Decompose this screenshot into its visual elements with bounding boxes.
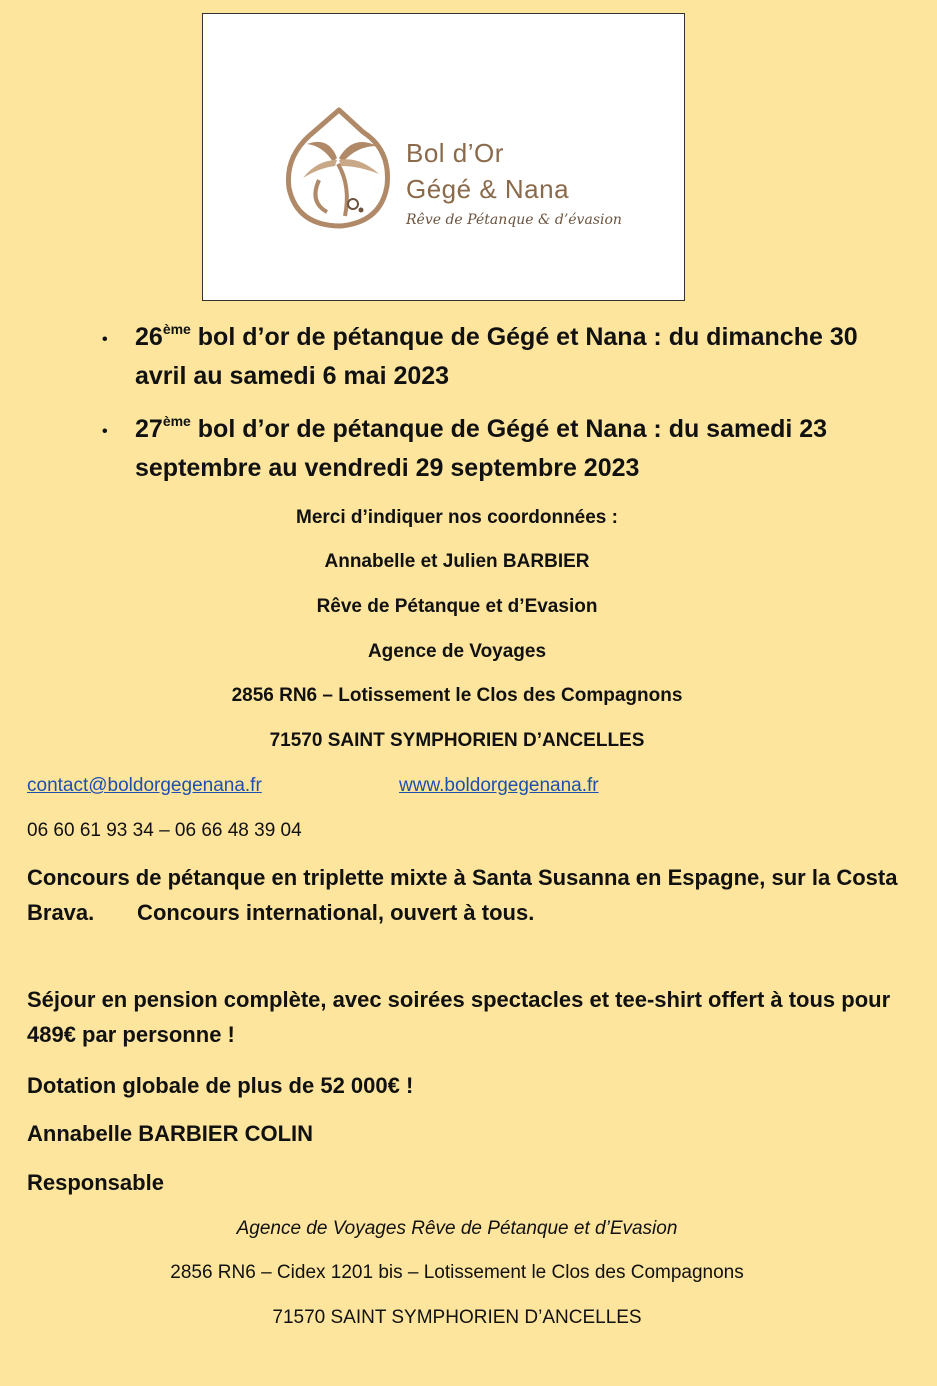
footer-city: 71570 SAINT SYMPHORIEN D’ANCELLES (272, 1307, 642, 1328)
event-text: bol d’or de pétanque de Gégé et Nana : du samedi 23 septembre au vendredi 29 septembre 2023 (135, 415, 828, 482)
phone-numbers: 06 60 61 93 34 – 06 66 48 39 04 (27, 820, 302, 841)
contact-names: Annabelle et Julien BARBIER (324, 551, 590, 572)
petanque-palm-logo-icon (283, 106, 395, 230)
footer-agency: Agence de Voyages Rêve de Pétanque et d’Evasion (236, 1218, 678, 1239)
contact-agency: Agence de Voyages (367, 641, 547, 662)
event-ordinal-suffix: ème (162, 321, 191, 337)
contact-company: Rêve de Pétanque et d’Evasion (316, 596, 598, 617)
logo-banner (202, 13, 685, 301)
logo-title-line1: Bol d’Or (406, 138, 504, 168)
email-link[interactable]: contact@boldorgegenana.fr (27, 775, 262, 796)
logo-title-line2: Gégé & Nana (406, 174, 570, 204)
event-ordinal: 26 (135, 323, 163, 351)
competition-description: Concours de pétanque en triplette mixte à Santa Susanna en Espagne, sur la Costa Brava. Concours international, ouvert à tous. (27, 865, 904, 925)
logo-tagline: Rêve de Pétanque & d’évasion (406, 212, 622, 228)
event-ordinal: 27 (135, 415, 163, 443)
contact-city: 71570 SAINT SYMPHORIEN D’ANCELLES (269, 730, 645, 751)
event-item (100, 410, 900, 488)
event-list (100, 318, 900, 502)
contact-address: 2856 RN6 – Lotissement le Clos des Compagnons (231, 685, 683, 706)
event-ordinal-suffix: ème (162, 413, 191, 429)
website-link[interactable]: www.boldorgegenana.fr (399, 775, 599, 796)
event-item (100, 318, 900, 396)
signature-name: Annabelle BARBIER COLIN (27, 1121, 314, 1146)
prize-pool: Dotation globale de plus de 52 000€ ! (27, 1073, 414, 1098)
footer-address: 2856 RN6 – Cidex 1201 bis – Lotissement le Clos des Compagnons (170, 1262, 744, 1283)
signature-role: Responsable (27, 1170, 164, 1195)
stay-description: Séjour en pension complète, avec soirées spectacles et tee-shirt offert à tous pour 489€ par personne ! (27, 987, 891, 1047)
contact-intro: Merci d’indiquer nos coordonnées : (296, 507, 618, 528)
event-text: bol d’or de pétanque de Gégé et Nana : du dimanche 30 avril au samedi 6 mai 2023 (135, 323, 858, 390)
